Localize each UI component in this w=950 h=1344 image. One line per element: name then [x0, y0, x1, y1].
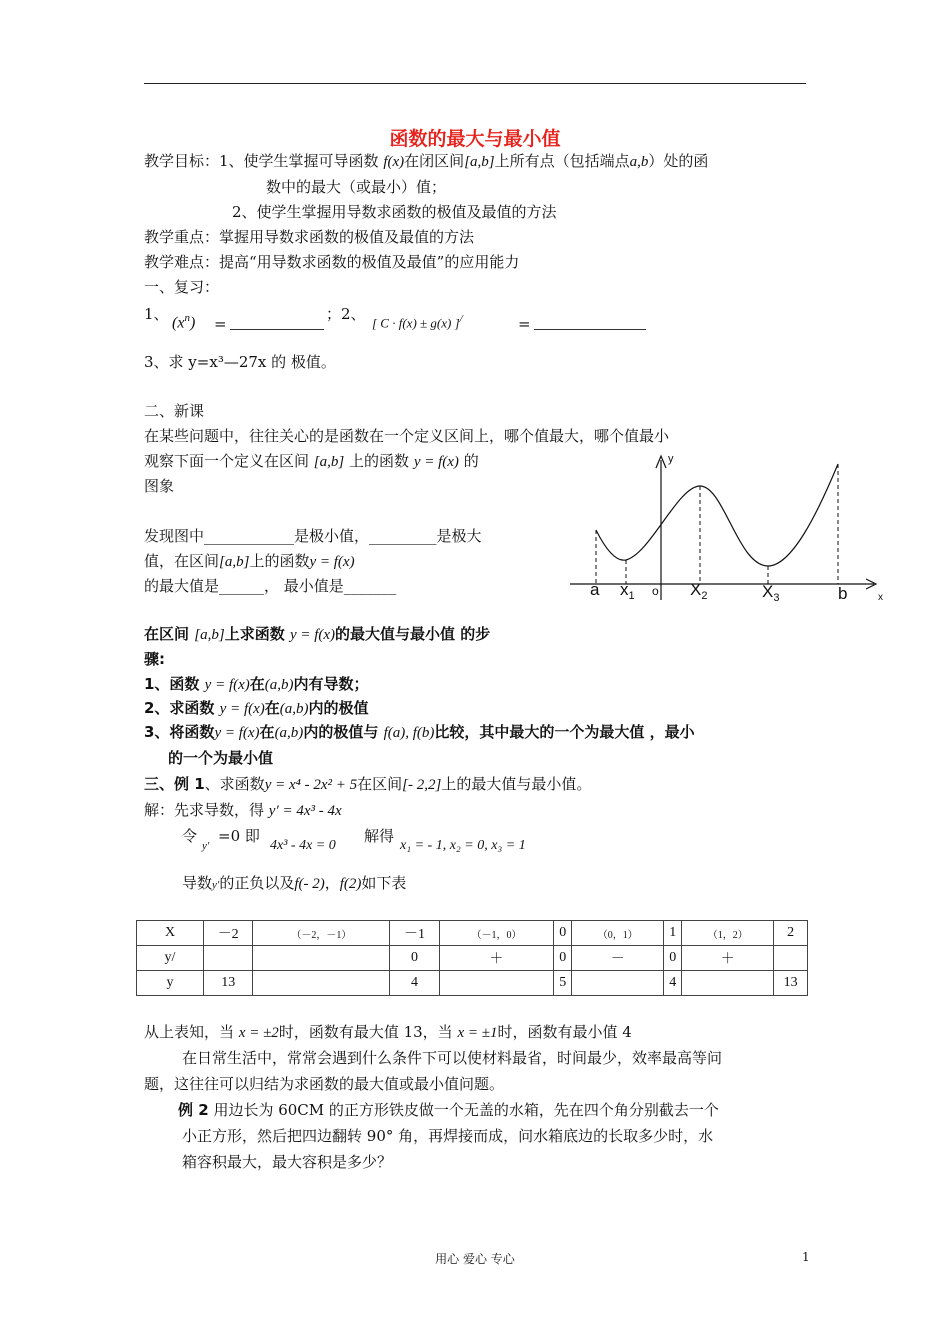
step-1-b: 在: [249, 675, 265, 693]
review-heading: 一、复习：: [144, 278, 220, 296]
q1-close: ): [189, 314, 196, 332]
application-p2: 题，这往往可以归结为求函数的最大值或最小值问题。: [144, 1075, 505, 1093]
goal-1-text-b: 在闭区间: [404, 152, 465, 170]
example-2-line-1: [178, 1100, 719, 1120]
step-1-interval: (a,b): [264, 677, 294, 693]
p6-text-b: ， 最小值是: [264, 577, 344, 595]
table-intro-f2: f(2): [339, 876, 362, 892]
step-1-c: 内有导数；: [293, 675, 369, 693]
review-q3: 3、求 y=x³—27x 的 极值。: [144, 353, 336, 371]
q2-answer-blank[interactable]: [534, 329, 646, 330]
graph-origin-label: o: [652, 584, 659, 598]
step-1-function: y = f(x): [204, 677, 250, 693]
q2-number: ；2、: [326, 305, 366, 323]
solve-eq0-a: =0 即: [218, 827, 260, 845]
graph-y-label: y: [668, 453, 674, 465]
table-intro-f1: f(- 2): [294, 876, 325, 892]
application-p1: 在日常生活中，常常会遇到什么条件下可以使材料最省，时间最少，效率最高等问: [182, 1049, 723, 1067]
q1-equals: =: [214, 315, 227, 333]
p4-text-a: 发现图中: [144, 527, 205, 545]
goal-line-1: [144, 151, 708, 172]
step-2-interval: (a,b): [279, 701, 309, 717]
table-cell: （－2，－1）: [253, 921, 390, 946]
table-cell: 4: [390, 971, 439, 996]
goal-1-ab: a,b: [629, 154, 649, 170]
step-2-a: 2、求函数: [144, 699, 215, 717]
example-2-line-2: 小正方形，然后把四边翻转 90° 角，再焊接而成，问水箱底边的长取多少时，水: [182, 1127, 714, 1145]
table-cell: 1: [664, 921, 682, 946]
table-intro-a: 导数: [182, 874, 213, 892]
table-cell: 0: [390, 946, 439, 971]
steps-intro-c: 的最大值与最小值 的步: [335, 625, 491, 643]
table-cell: （0，1）: [572, 921, 664, 946]
graph-x3-label: $X_3$: [762, 582, 780, 604]
example-1-label: 三、例 1: [144, 775, 205, 793]
p6-blank-1[interactable]: ______: [219, 577, 265, 595]
new-lesson-p6: [144, 576, 396, 596]
table-cell: （1，2）: [682, 921, 774, 946]
steps-intro: [144, 624, 490, 645]
table-cell: [572, 971, 664, 996]
step-2-c: 内的极值: [308, 699, 369, 717]
table-cell: [439, 971, 554, 996]
footer-page-number: 1: [802, 1250, 810, 1264]
step-3-c: 内的极值与: [303, 723, 379, 741]
q1-expression: [172, 312, 195, 332]
steps-intro-cont: 骤:: [144, 650, 165, 668]
goal-1-interval: [a,b]: [464, 154, 495, 170]
p2-text-b: 上的函数: [349, 452, 410, 470]
p2-text-c: 的: [463, 452, 479, 470]
p2-interval: [a,b]: [313, 454, 345, 470]
step-1-a: 1、函数: [144, 675, 200, 693]
steps-intro-function: y = f(x): [289, 627, 336, 643]
graph-a-label: a: [590, 580, 600, 599]
table-intro-y: y′: [212, 879, 220, 891]
goal-1-fx: f(x): [383, 154, 405, 170]
example-1-text-b: 在区间: [357, 775, 403, 793]
goal-1-text-c: 上所有点（包括端点: [494, 152, 630, 170]
step-3-function: y = f(x): [214, 725, 260, 741]
table-cell: －1: [390, 921, 439, 946]
table-cell: y: [137, 971, 204, 996]
page-title: 函数的最大与最小值: [389, 128, 561, 150]
new-lesson-p2: [144, 451, 479, 472]
header-rule: [144, 83, 806, 84]
example-1-text-a: 、求函数: [204, 775, 265, 793]
new-lesson-p4: [144, 526, 482, 546]
example-1-interval: [- 2,2]: [402, 777, 442, 793]
p4-blank-1[interactable]: ____________: [204, 527, 295, 545]
p2-text-a: 观察下面一个定义在区间: [144, 452, 310, 470]
conclusion-b: 时，函数有最大值 13，当: [278, 1023, 453, 1041]
p5-text-a: 值，在区间: [144, 552, 220, 570]
new-lesson-p5: [144, 551, 355, 572]
step-3: [144, 722, 695, 743]
conclusion-c: 时，函数有最小值 4: [497, 1023, 632, 1041]
table-cell: 0: [554, 946, 572, 971]
review-q1: [144, 304, 169, 324]
steps-intro-a: 在区间: [144, 625, 190, 643]
table-cell: 0: [554, 921, 572, 946]
p2-function: y = f(x): [413, 454, 459, 470]
q1-exponent: n: [184, 312, 190, 324]
conclusion-x2: x = ±1: [457, 1025, 498, 1041]
graph-x2-label: $X_2$: [690, 580, 708, 602]
graph-curve: [596, 464, 838, 566]
table-cell: 13: [204, 971, 253, 996]
table-cell: 5: [554, 971, 572, 996]
p5-text-b: 上的函数: [249, 552, 310, 570]
table-cell: [774, 946, 808, 971]
conclusion-x1: x = ±2: [238, 1025, 279, 1041]
p4-text-c: 是极大: [436, 527, 482, 545]
q2-prime: /: [459, 313, 463, 325]
goal-1-text-a: 1、使学生掌握可导函数: [219, 152, 379, 170]
goal-line-2: 2、使学生掌握用导数求函数的极值及最值的方法: [232, 203, 557, 221]
new-lesson-p1: 在某些问题中，往往关心的是函数在一个定义区间上，哪个值最大，哪个值最小: [144, 427, 670, 445]
goal-1-text-d: ）处的函: [648, 152, 709, 170]
table-cell: X: [137, 921, 204, 946]
table-cell: [682, 971, 774, 996]
footer-motto: 用心 爱心 专心: [435, 1252, 515, 1266]
example-1-function: y = x⁴ - 2x² + 5: [264, 777, 358, 793]
solve-yprime: y′: [202, 840, 210, 852]
goals-label: 教学目标：: [144, 152, 220, 170]
steps-intro-interval: [a,b]: [194, 627, 225, 643]
table-cell: 2: [774, 921, 808, 946]
step-2: [144, 698, 369, 719]
q1-answer-blank[interactable]: [230, 329, 324, 330]
p5-function: y = f(x): [309, 554, 355, 570]
step-3-d: 比较，其中最大的一个为最大值 ，最小: [434, 723, 695, 741]
p6-text-a: 的最大值是: [144, 577, 220, 595]
new-lesson-heading: 二、新课: [144, 402, 205, 420]
goal-line-1b: 数中的最大（或最小）值；: [266, 178, 447, 196]
example-1: [144, 774, 591, 795]
table-intro: [182, 873, 406, 895]
conclusion: [144, 1022, 632, 1043]
step-3-b: 在: [259, 723, 275, 741]
steps-intro-b: 上求函数: [224, 625, 285, 643]
table-cell: 0: [664, 946, 682, 971]
table-y-row: [137, 971, 808, 996]
new-lesson-p3: 图象: [144, 477, 175, 495]
table-cell: [204, 946, 253, 971]
graph-b-label: b: [838, 584, 848, 603]
p6-blank-2[interactable]: _______: [343, 577, 397, 595]
table-cell: （－1，0）: [439, 921, 554, 946]
solve-roots: x₁ = - 1, x₂ = 0, x₃ = 1: [400, 838, 526, 853]
step-3-cont: 的一个为最小值: [168, 749, 274, 767]
example-1-text-c: 上的最大值与最小值。: [441, 775, 592, 793]
table-cell: ＋: [439, 946, 554, 971]
conclusion-a: 从上表知，当: [144, 1023, 235, 1041]
solution-line: [144, 800, 342, 821]
p4-blank-2[interactable]: _________: [369, 527, 437, 545]
table-cell: －: [572, 946, 664, 971]
q2-equals: =: [518, 315, 531, 333]
table-cell: [253, 971, 390, 996]
step-3-a: 3、将函数: [144, 723, 215, 741]
table-cell: 13: [774, 971, 808, 996]
table-cell: －2: [204, 921, 253, 946]
step-1: [144, 674, 369, 695]
step-2-function: y = f(x): [219, 701, 265, 717]
key-point: 教学重点：掌握用导数求函数的极值及最值的方法: [144, 228, 475, 246]
q2-expression: [372, 313, 463, 331]
example-2-line-3: 箱容积最大，最大容积是多少？: [182, 1153, 393, 1171]
table-intro-b: 的正负以及: [219, 874, 295, 892]
solution-derivative: y′ = 4x³ - 4x: [268, 803, 342, 819]
q1-number: 1、: [144, 305, 169, 323]
table-cell: y/: [137, 946, 204, 971]
solve-eq0-b: 4x³ - 4x = 0: [270, 838, 336, 853]
example-2-text-1: 用边长为 60CM 的正方形铁皮做一个无盖的水箱，先在四个角分别截去一个: [213, 1101, 719, 1119]
table-x-row: [137, 921, 808, 946]
step-3-interval: (a,b): [274, 725, 304, 741]
graph-x-label: x: [878, 592, 883, 603]
table-intro-sep: ，: [324, 874, 340, 892]
step-2-b: 在: [264, 699, 280, 717]
q1-base: (x: [172, 314, 185, 332]
difficulty: 教学难点：提高“用导数求函数的极值及最值”的应用能力: [144, 253, 520, 271]
step-3-values: f(a), f(b): [383, 725, 435, 741]
p5-interval: [a,b]: [219, 554, 250, 570]
table-intro-c: 如下表: [361, 874, 407, 892]
table-cell: ＋: [682, 946, 774, 971]
table-cell: [253, 946, 390, 971]
table-cell: 4: [664, 971, 682, 996]
solution-label: 解：先求导数，得: [144, 801, 265, 819]
table-yprime-row: [137, 946, 808, 971]
p4-text-b: 是极小值，: [294, 527, 370, 545]
sign-table: [136, 920, 808, 996]
graph-x1-label: $x_1$: [620, 580, 635, 602]
solve-ling: 令: [182, 827, 198, 845]
q2-bracket-expr: [ C · f(x) ± g(x) ]: [372, 315, 460, 331]
example-2-label: 例 2: [178, 1101, 209, 1119]
function-graph: [560, 450, 900, 610]
solve-solve: 解得: [364, 827, 395, 845]
